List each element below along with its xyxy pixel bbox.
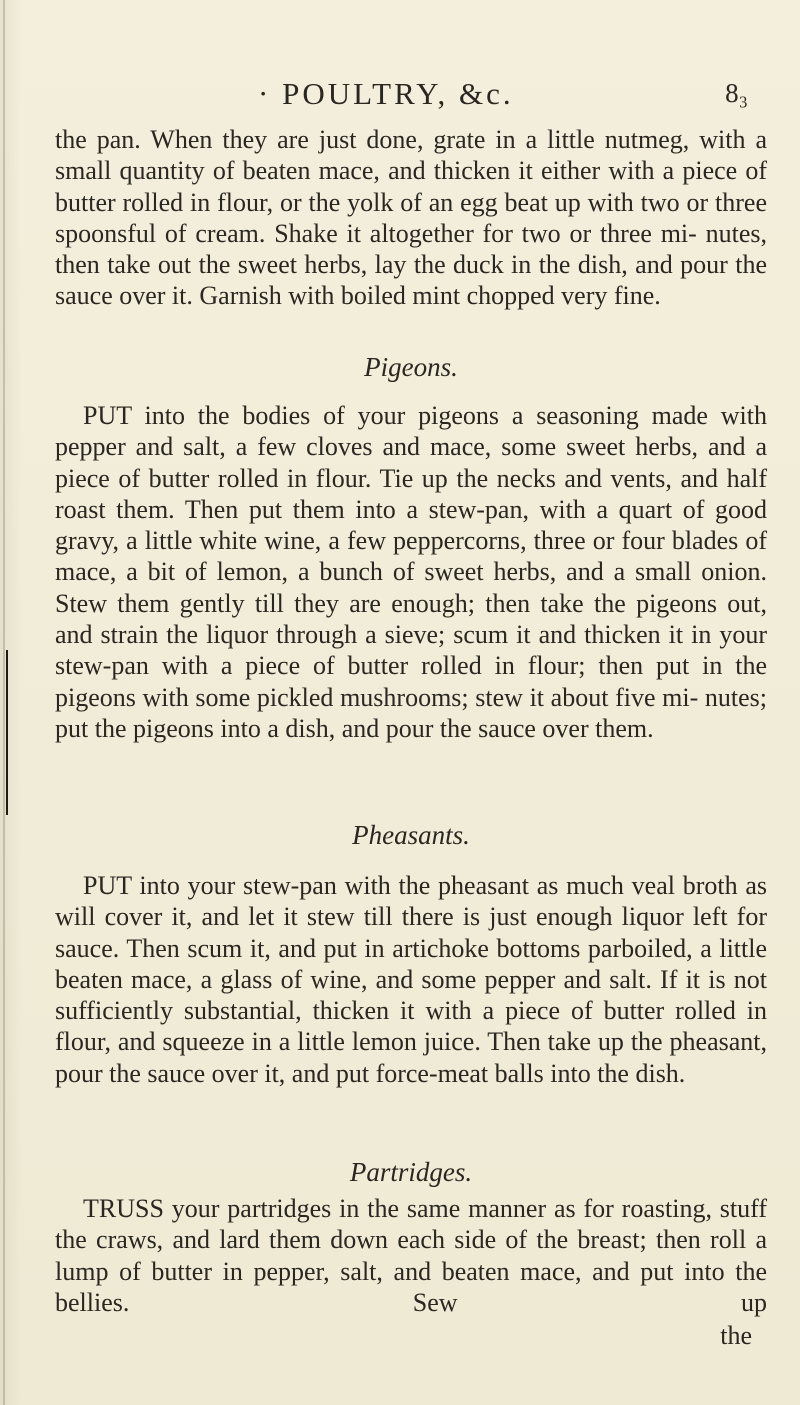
heading-partridges: Partridges.	[349, 1157, 473, 1187]
heading-pigeons: Pigeons.	[364, 352, 458, 382]
heading-pheasants: Pheasants.	[352, 820, 470, 850]
page-number: 8₃	[725, 78, 748, 108]
partridges-body	[55, 1193, 767, 1318]
running-head	[258, 76, 748, 112]
paragraph-pigeons: PUT into the bodies of your pigeons a seasoning made with pepper and salt, a few cloves and mace, some sweet herbs, and a piece of butter rolled in flour. Tie up the necks and vents, and half roast them. Then put them into a stew-pan, with a quart of good gravy, a little white wine, a few peppercorns, three or four blades of mace, a bit of lemon, a bunch of sweet herbs, and a small onion. Stew them gently till they are enough; then take the pigeons out, and strain the liquor through a sieve; scum it and thicken it in your stew-pan with a piece of butter rolled in flour; then put in the pigeons with some pickled mushrooms; stew it about five mi- nutes; put the pigeons into a dish, and pour the sauce over them.	[55, 401, 767, 743]
paragraph-pheasants: PUT into your stew-pan with the pheasant as much veal broth as will cover it, and let it stew till there is just enough liquor left for sauce. Then scum it, and put in artichoke bottoms parboiled, a little beaten mace, a glass of wine, and some pepper and salt. If it is not sufficiently substantial, thicken it with a piece of butter rolled in flour, and squeeze in a little lemon juice. Then take up the pheasant, pour the sauce over it, and put force-meat balls into the dish.	[55, 871, 767, 1088]
pheasants-body	[55, 870, 767, 1089]
catchword: the	[720, 1321, 752, 1350]
pigeons-section	[55, 352, 767, 383]
duck-recipe-ending	[55, 124, 767, 312]
pheasants-section	[55, 820, 767, 851]
partridges-section	[55, 1157, 767, 1188]
paragraph-partridges: TRUSS your partridges in the same manner as for roasting, stuff the craws, and lard them down each side of the breast; then roll a lump of butter in pepper, salt, and beaten mace, and put into the bellies. Sew up	[55, 1194, 767, 1317]
page-gutter-shadow	[3, 0, 5, 1405]
margin-rule-mark	[6, 650, 8, 815]
running-head-title: · POULTRY, &c.	[258, 76, 514, 111]
pigeons-body	[55, 400, 767, 744]
paragraph-duck-end: the pan. When they are just done, grate in a little nutmeg, with a small quantity of beaten mace, and thicken it either with a piece of butter rolled in flour, or the yolk of an egg beat up with two or three spoonsful of cream. Shake it altogether for two or three mi- nutes, then take out the sweet herbs, lay the duck in the dish, and pour the sauce over it. Garnish with boiled mint chopped very fine.	[55, 125, 767, 311]
